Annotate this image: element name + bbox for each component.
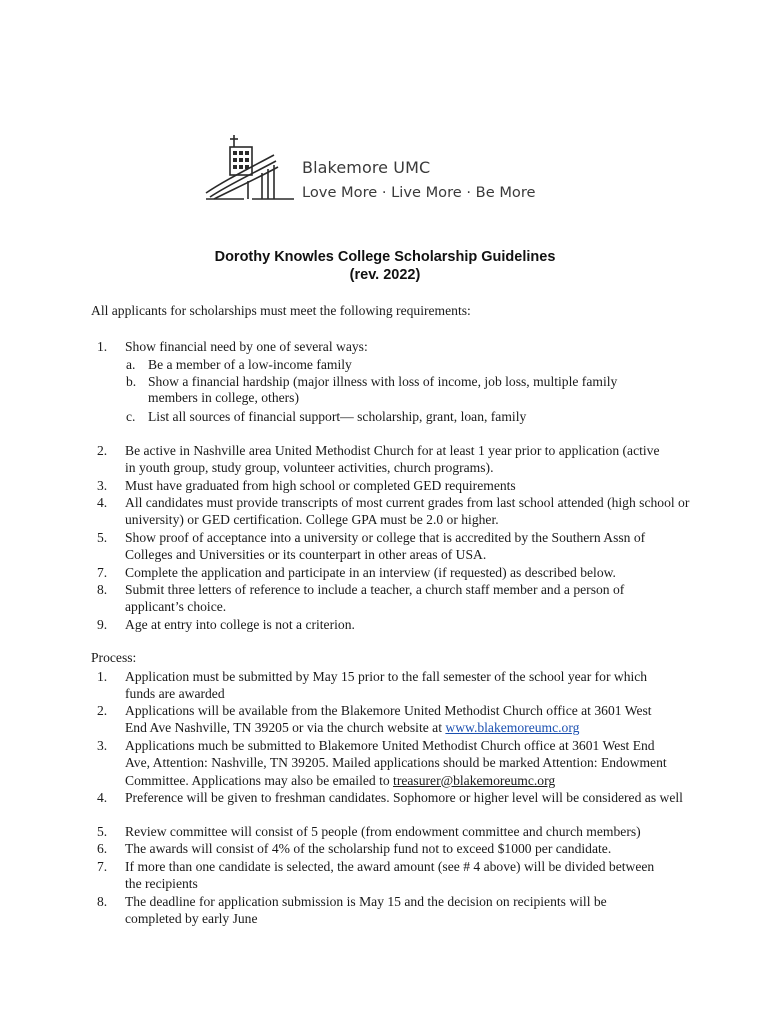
process-text: If more than one candidate is selected, the award amount (see # 4 above) will be divided between the recipients [125,859,655,892]
requirement-number: 5. [97,530,108,545]
process-number: 2. [97,703,108,718]
intro-text: All applicants for scholarships must meet the following requirements: [91,303,471,318]
requirement-text: Show financial need by one of several ways: [125,339,368,354]
sub-requirement-letter: a. [126,357,136,372]
requirement-text: All candidates must provide transcripts of most current grades from last school attended (high school or university) or GED certification. College GPA must be 2.0 or higher. [125,495,690,528]
requirement-text: Age at entry into college is not a criterion. [125,617,355,632]
requirement-number: 8. [97,582,108,597]
requirement-number: 9. [97,617,108,632]
process-number: 5. [97,824,108,839]
requirement-number: 1. [97,339,108,354]
church-building-icon [204,133,296,205]
sub-requirement-text: Be a member of a low-income family [148,357,352,372]
sub-requirement-letter: b. [126,374,137,389]
process-text [125,737,675,789]
process-number: 4. [97,790,108,805]
requirement-number: 3. [97,478,108,493]
requirement-number: 4. [97,495,108,510]
sub-requirement-letter: c. [126,409,136,424]
church-logo [204,133,549,211]
process-text-body: Applications much be submitted to Blakemore United Methodist Church office at 3601 West End Ave, Attention: Nashville, TN 39205. Mailed applications should be marked Attention: Endowment Committee. Applications may also be emailed to [125,738,667,788]
church-website-link[interactable]: www.blakemoreumc.org [445,720,580,736]
process-text: Review committee will consist of 5 people (from endowment committee and church members) [125,824,641,839]
process-text: The awards will consist of 4% of the scholarship fund not to exceed $1000 per candidate. [125,841,612,856]
process-number: 1. [97,669,108,684]
process-text: The deadline for application submission is May 15 and the decision on recipients will be completed by early June [125,894,607,927]
requirement-text: Show proof of acceptance into a university or college that is accredited by the Southern Assn of Colleges and Universities or its counterpart in other areas of USA. [125,530,646,563]
organization-tagline: Love More · Live More · Be More [302,184,536,201]
sub-requirement-text: Show a financial hardship (major illness with loss of income, job loss, multiple family members in college, others) [148,374,618,405]
document-revision: (rev. 2022) [349,267,421,283]
requirement-text: Complete the application and participate in an interview (if requested) as described below. [125,565,616,580]
process-heading: Process: [91,650,137,665]
requirement-text: Be active in Nashville area United Methodist Church for at least 1 year prior to application (active in youth group, study group, volunteer activities, church programs). [125,443,660,476]
requirement-text: Submit three letters of reference to include a teacher, a church staff member and a person of applicant’s choice. [125,582,625,615]
organization-name: Blakemore UMC [302,158,431,177]
process-number: 6. [97,841,108,856]
requirement-number: 7. [97,565,108,580]
requirement-number: 2. [97,443,108,458]
treasurer-email-link[interactable]: treasurer@blakemoreumc.org [393,772,556,788]
process-text-body: Applications will be available from the Blakemore United Methodist Church office at 3601 West End Ave Nashville, TN 39205 or via the church website at [125,703,652,736]
document-title: Dorothy Knowles College Scholarship Guidelines [214,249,556,265]
process-number: 8. [97,894,108,909]
process-number: 7. [97,859,108,874]
process-number: 3. [97,738,108,753]
sub-requirement-text: List all sources of financial support— scholarship, grant, loan, family [148,409,527,424]
process-text [125,702,665,737]
process-text: Preference will be given to freshman candidates. Sophomore or higher level will be considered as well [125,790,683,805]
process-text: Application must be submitted by May 15 prior to the fall semester of the school year for which funds are awarded [125,669,648,702]
requirement-text: Must have graduated from high school or completed GED requirements [125,478,516,493]
